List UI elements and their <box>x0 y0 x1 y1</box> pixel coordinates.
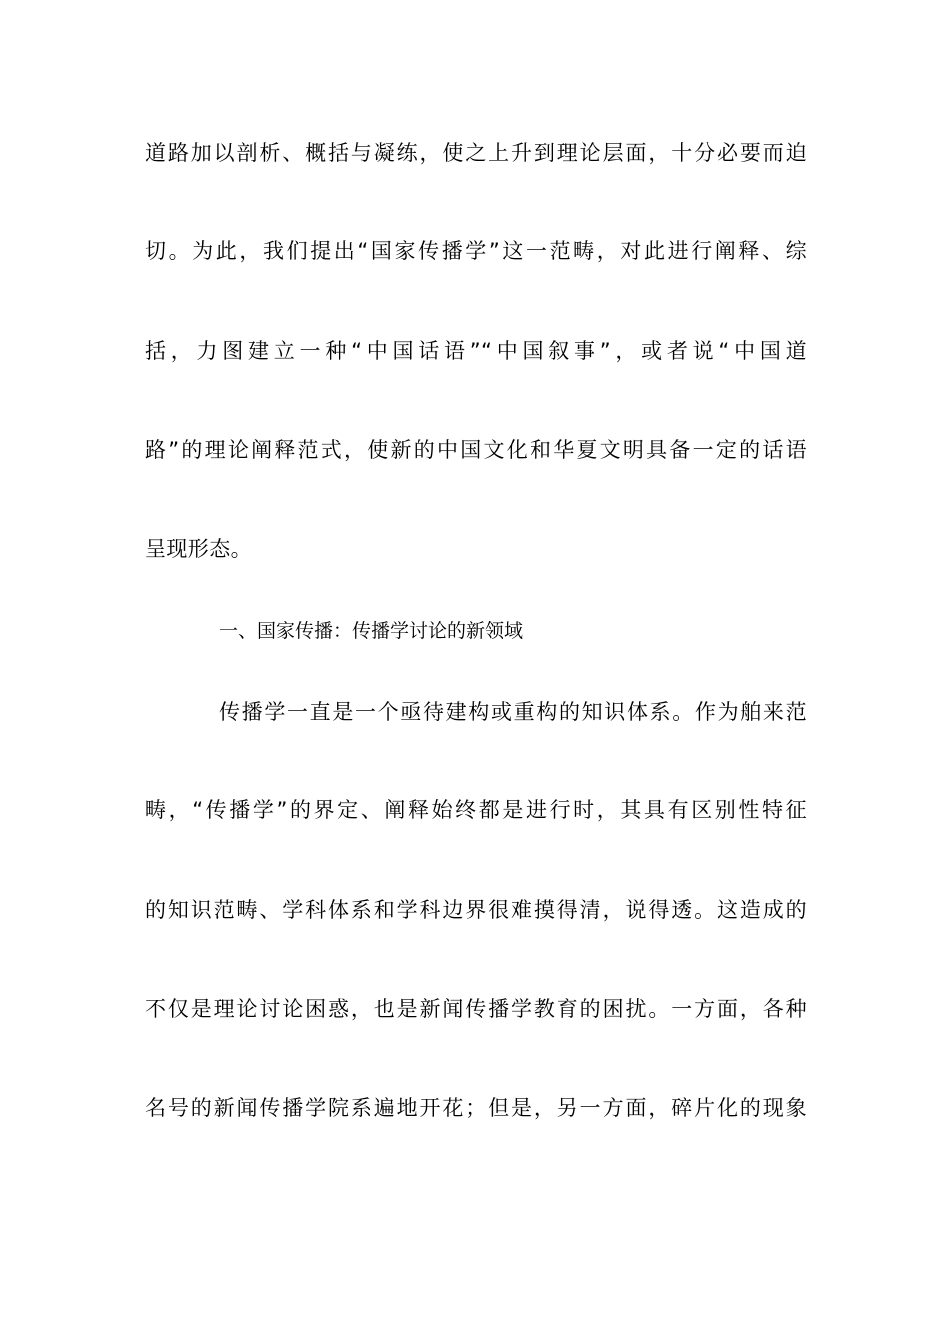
section-heading: 一、国家传播：传播学讨论的新领域 <box>219 620 524 642</box>
paragraph-line: 畴，“传播学”的界定、阐释始终都是进行时，其具有区别性特征 <box>145 798 807 822</box>
paragraph-line: 传播学一直是一个亟待建构或重构的知识体系。作为舶来范 <box>219 700 807 724</box>
paragraph-line: 路”的理论阐释范式，使新的中国文化和华夏文明具备一定的话语 <box>145 438 807 462</box>
paragraph-line: 的知识范畴、学科体系和学科边界很难摸得清，说得透。这造成的 <box>145 898 807 922</box>
paragraph-line: 名号的新闻传播学院系遍地开花；但是，另一方面，碎片化的现象 <box>145 1096 807 1120</box>
paragraph-line: 切。为此，我们提出“国家传播学”这一范畴，对此进行阐释、综 <box>145 239 807 263</box>
paragraph-line: 括，力图建立一种“中国话语”“中国叙事”，或者说“中国道 <box>145 339 807 363</box>
paragraph-line: 呈现形态。 <box>145 537 252 561</box>
paragraph-line: 道路加以剖析、概括与凝练，使之上升到理论层面，十分必要而迫 <box>145 141 807 165</box>
paragraph-line: 不仅是理论讨论困惑，也是新闻传播学教育的困扰。一方面，各种 <box>145 997 807 1021</box>
